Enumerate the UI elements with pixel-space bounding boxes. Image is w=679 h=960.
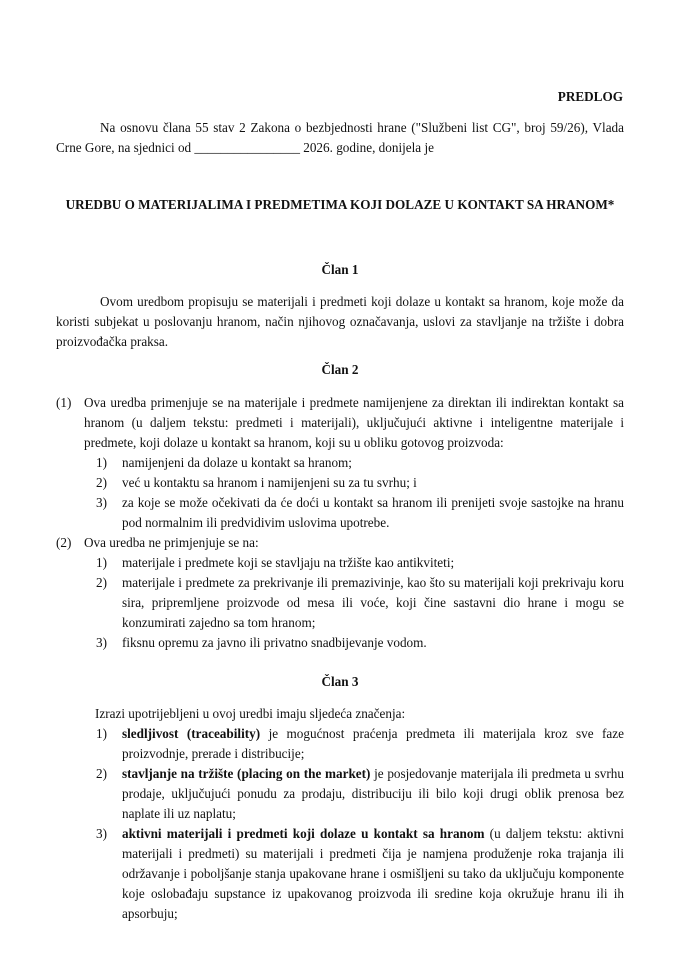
list-item-text: materijale i predmete za prekrivanje ili premazivinje, kao što su materijali koji prekrivaju koru sira, pripremljene proizvode od mesa ili voće, koji čine sastavni dio hrane i mogu se konzumirati zajedno sa tom hranom; (122, 575, 624, 630)
list-item-text: fiksnu opremu za javno ili privatno snadbijevanje vodom. (122, 635, 427, 650)
list-item (96, 473, 624, 493)
list-item-number: 3) (96, 635, 107, 650)
list-item-number: 3) (96, 826, 107, 841)
clan-3-lead: Izrazi upotrijebljeni u ovoj uredbi imaju sljedeća značenja: (95, 706, 406, 721)
clan-2-stav-1 (56, 393, 624, 453)
stav-text: Ova uredba ne primjenjuje se na: (84, 535, 259, 550)
list-item-number: 1) (96, 726, 107, 741)
list-item (96, 553, 624, 573)
list-item-number: 1) (96, 555, 107, 570)
list-item-number: 2) (96, 575, 107, 590)
list-item-text: materijale i predmete koji se stavljaju na tržište kao antikviteti; (122, 555, 455, 570)
list-item-number: 3) (96, 495, 107, 510)
definition-item (96, 764, 624, 824)
definition-term: sledljivost (traceability) (122, 726, 261, 741)
document-title: UREDBU O MATERIJALIMA I PREDMETIMA KOJI DOLAZE U KONTAKT SA HRANOM* (65, 197, 615, 212)
list-item (96, 493, 624, 533)
stav-number: (1) (56, 395, 72, 410)
list-item-text: već u kontaktu sa hranom i namijenjeni su za tu svrhu; i (122, 475, 417, 490)
clan-1-text: Ovom uredbom propisuju se materijali i predmeti koji dolaze u kontakt sa hranom, koje može da koristi subjekat u poslovanju hranom, način njihovog označavanja, uslovi za stavljanje na tržište i dobra proizvođačka praksa. (56, 294, 624, 349)
list-item-number: 2) (96, 766, 107, 781)
intro-paragraph (56, 118, 624, 158)
definition-item (96, 824, 624, 924)
list-item (96, 573, 624, 633)
list-item (96, 633, 624, 653)
definition-item (96, 724, 624, 764)
intro-text: Na osnovu člana 55 stav 2 Zakona o bezbjednosti hrane ("Službeni list CG", broj 59/26), Vlada Crne Gore, na sjednici od ________________ 2026. godine, donijela je (56, 120, 624, 155)
predlog-label: PREDLOG (557, 89, 623, 104)
list-item-text: za koje se može očekivati da će doći u kontakt sa hranom ili prenijeti svoje sastojke na hranu pod normalnim ili predvidivim uslovima upotrebe. (122, 495, 624, 530)
definition-text: (u daljem tekstu: aktivni materijali i predmeti) su materijali i predmeti čija je namjena produženje roka trajanja ili održavanje i poboljšanje stanja upakovane hrane i osmišljeni su tako da uključuju komponente koje oslobađaju supstance iz upakovanog proizvoda ili sredine koja okružuje hranu ili ih apsorbuju; (122, 826, 624, 921)
clan-1-paragraph (56, 292, 624, 352)
clan-1-heading: Član 1 (321, 262, 359, 277)
list-item (96, 453, 624, 473)
definition-term: aktivni materijali i predmeti koji dolaze u kontakt sa hranom (122, 826, 485, 841)
list-item-number: 1) (96, 455, 107, 470)
clan-2-stav-2 (56, 533, 624, 553)
stav-number: (2) (56, 535, 72, 550)
list-item-text: namijenjeni da dolaze u kontakt sa hranom; (122, 455, 352, 470)
stav-text: Ova uredba primenjuje se na materijale i predmete namijenjene za direktan ili indirektan kontakt sa hranom (u daljem tekstu: predmeti i materijali), uključujući aktivne i inteligentne materijale i predmete, koji dolaze u kontakt sa hranom, koji su u obliku gotovog proizvoda: (84, 395, 624, 450)
definition-text: je mogućnost praćenja predmeta ili materijala kroz sve faze proizvodnje, prerade i distribucije; (122, 726, 624, 761)
definition-term: stavljanje na tržište (placing on the market) (122, 766, 371, 781)
list-item-number: 2) (96, 475, 107, 490)
clan-2-heading: Član 2 (321, 362, 359, 377)
definition-text: je posjedovanje materijala ili predmeta u svrhu prodaje, uključujući ponudu za prodaju, distribuciju ili bilo koji drugi oblik prenosa bez naplate ili uz naplatu; (122, 766, 624, 821)
clan-3-heading: Član 3 (321, 674, 359, 689)
